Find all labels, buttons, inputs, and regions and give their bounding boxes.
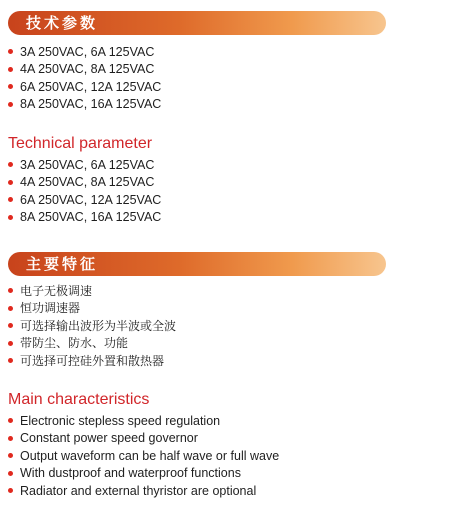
- banner-title: 主要特征: [26, 254, 99, 273]
- bullet-icon: [8, 162, 13, 167]
- list-item-text: 可选择输出波形为半波或全波: [20, 318, 177, 333]
- list-item-text: Constant power speed governor: [20, 431, 198, 445]
- list-item: [8, 317, 176, 335]
- list-item-text: 3A 250VAC, 6A 125VAC: [20, 44, 155, 59]
- list-item-text: 4A 250VAC, 8A 125VAC: [20, 62, 155, 76]
- bullet-icon: [8, 215, 13, 220]
- list-item: [8, 482, 279, 500]
- list-item: [8, 352, 176, 370]
- list-item: [8, 156, 161, 174]
- list-item: [8, 43, 161, 61]
- list-item: [8, 465, 279, 483]
- tech-params-cn-list: [8, 43, 161, 113]
- bullet-icon: [8, 436, 13, 441]
- list-item: [8, 209, 161, 227]
- list-item: [8, 430, 279, 448]
- banner-title: 技术参数: [26, 13, 99, 32]
- list-item: [8, 96, 161, 114]
- list-item-text: 6A 250VAC, 12A 125VAC: [20, 79, 162, 94]
- bullet-icon: [8, 180, 13, 185]
- list-item: [8, 174, 161, 192]
- list-item: [8, 447, 279, 465]
- list-item: [8, 282, 176, 300]
- list-item-text: 带防尘、防水、功能: [20, 336, 129, 351]
- list-item: [8, 412, 279, 430]
- bullet-icon: [8, 102, 13, 107]
- list-item-text: 可选择可控硅外置和散热器: [20, 353, 165, 368]
- list-item-text: Electronic stepless speed regulation: [20, 413, 221, 428]
- list-item: [8, 191, 161, 209]
- list-item: [8, 300, 176, 318]
- heading-technical-parameter: Technical parameter: [8, 135, 153, 152]
- list-item-text: 恒功调速器: [20, 301, 81, 316]
- list-item-text: Radiator and external thyristor are optional: [20, 483, 257, 498]
- list-item-text: Output waveform can be half wave or full wave: [20, 448, 280, 463]
- bullet-icon: [8, 358, 13, 363]
- list-item-text: 3A 250VAC, 6A 125VAC: [20, 157, 155, 172]
- list-item-text: 电子无极调速: [20, 283, 93, 298]
- list-item-text: 8A 250VAC, 16A 125VAC: [20, 97, 162, 111]
- list-item: [8, 335, 176, 353]
- bullet-icon: [8, 341, 13, 346]
- tech-params-en-list: [8, 156, 161, 226]
- bullet-icon: [8, 471, 13, 476]
- list-item-text: With dustproof and waterproof functions: [20, 466, 241, 480]
- main-features-cn-list: [8, 282, 176, 370]
- list-item-text: 8A 250VAC, 16A 125VAC: [20, 210, 162, 224]
- banner-tech-params-cn: [8, 11, 386, 35]
- bullet-icon: [8, 67, 13, 72]
- bullet-icon: [8, 306, 13, 311]
- heading-main-characteristics: Main characteristics: [8, 391, 150, 408]
- bullet-icon: [8, 84, 13, 89]
- bullet-icon: [8, 49, 13, 54]
- list-item: [8, 78, 161, 96]
- bullet-icon: [8, 418, 13, 423]
- main-features-en-list: [8, 412, 279, 500]
- bullet-icon: [8, 197, 13, 202]
- list-item: [8, 61, 161, 79]
- list-item-text: 4A 250VAC, 8A 125VAC: [20, 175, 155, 189]
- bullet-icon: [8, 288, 13, 293]
- bullet-icon: [8, 323, 13, 328]
- bullet-icon: [8, 488, 13, 493]
- banner-main-features-cn: [8, 252, 386, 276]
- list-item-text: 6A 250VAC, 12A 125VAC: [20, 192, 162, 207]
- bullet-icon: [8, 453, 13, 458]
